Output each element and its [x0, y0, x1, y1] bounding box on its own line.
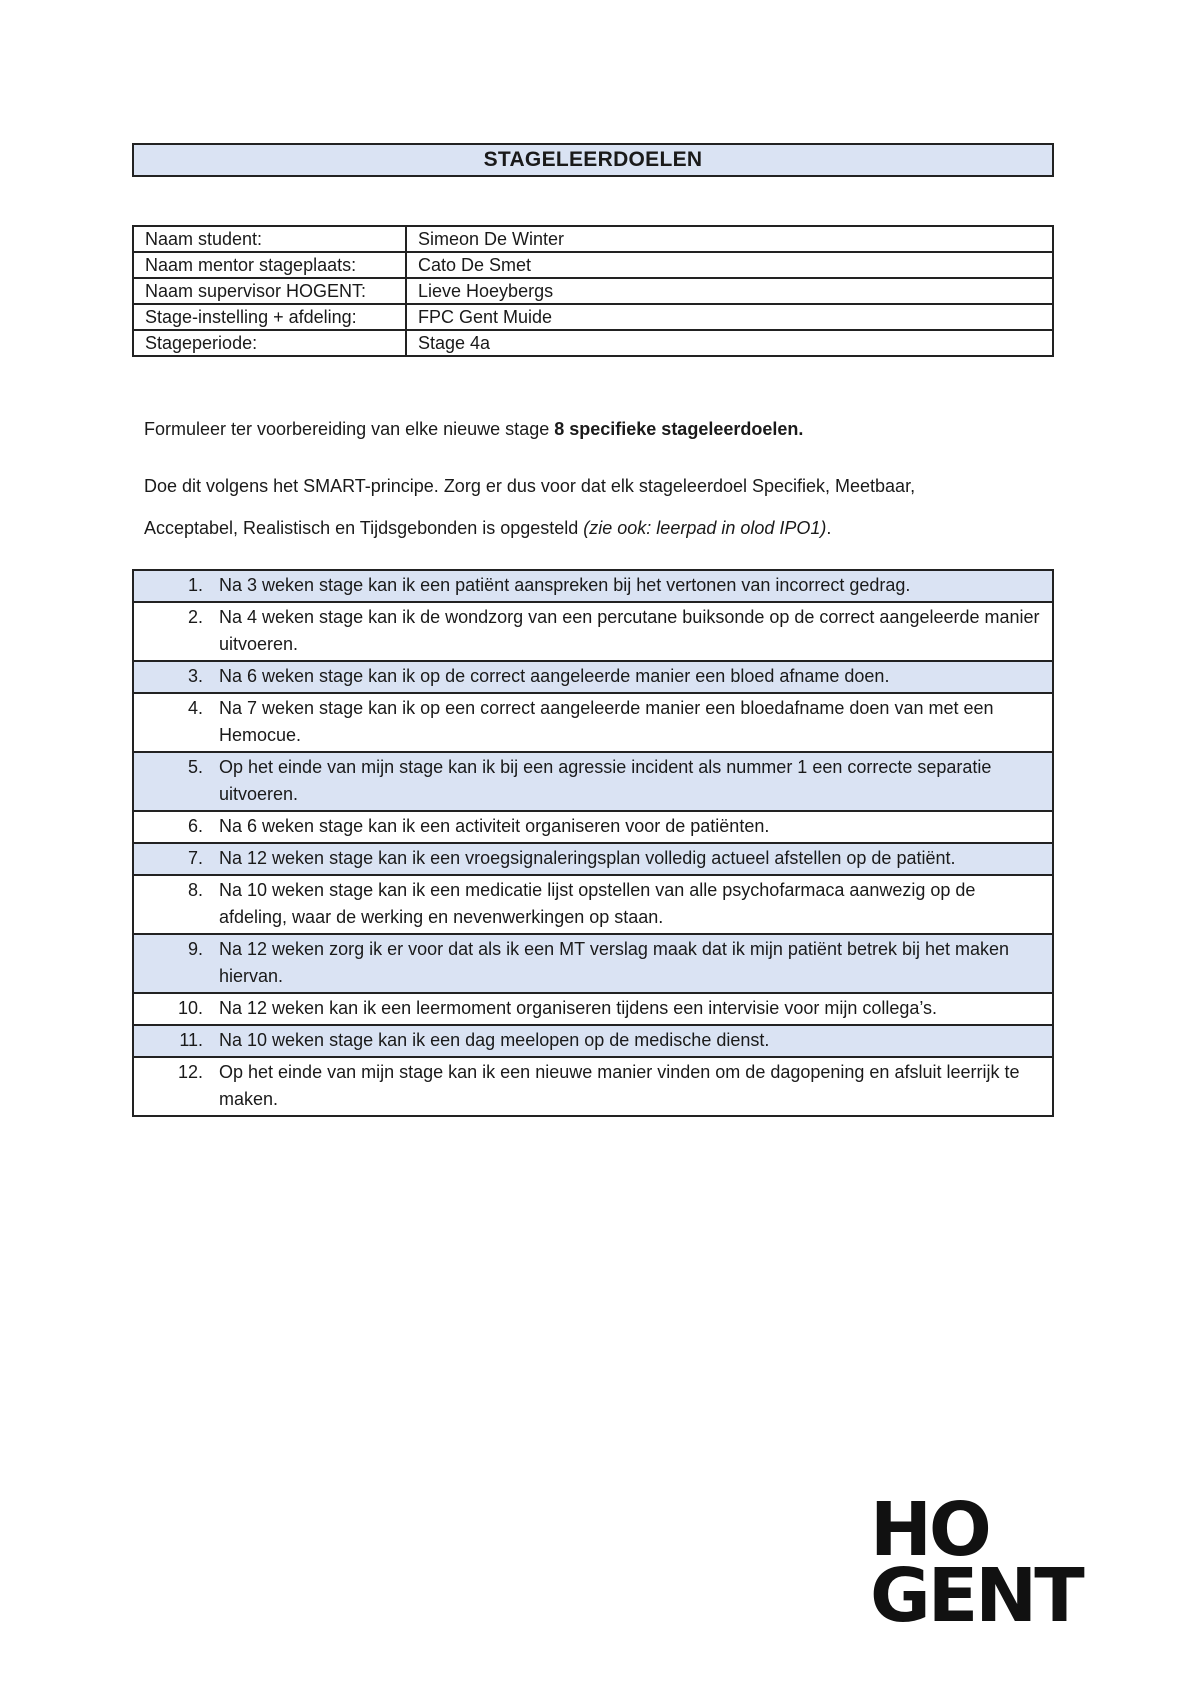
info-value: Simeon De Winter [406, 226, 1053, 252]
goal-text: Op het einde van mijn stage kan ik een nieuwe manier vinden om de dagopening en afsluit leerrijk te maken. [219, 1062, 1020, 1109]
goal-text: Na 4 weken stage kan ik de wondzorg van een percutane buiksonde op de correct aangeleerde manier uitvoeren. [219, 607, 1040, 654]
goal-row [133, 661, 1053, 693]
goal-row [133, 993, 1053, 1025]
goal-row [133, 875, 1053, 934]
goal-number: 8. [187, 880, 203, 900]
info-value: Stage 4a [406, 330, 1053, 356]
goal-text: Na 3 weken stage kan ik een patiënt aanspreken bij het vertonen van incorrect gedrag. [219, 575, 911, 595]
intro-line-1 [144, 417, 803, 441]
goal-cell [133, 993, 1053, 1025]
intro-line-1-bold: 8 specifieke stageleerdoelen. [554, 419, 804, 439]
goal-row [133, 1057, 1053, 1116]
goal-text: Na 7 weken stage kan ik op een correct aangeleerde manier een bloedafname doen van met een Hemocue. [219, 698, 994, 745]
goal-number: 5. [187, 757, 203, 777]
goal-text: Na 6 weken stage kan ik een activiteit organiseren voor de patiënten. [219, 816, 770, 836]
goal-number: 7. [187, 848, 203, 868]
goal-number: 10. [177, 998, 203, 1018]
goal-text: Op het einde van mijn stage kan ik bij een agressie incident als nummer 1 een correcte separatie uitvoeren. [219, 757, 992, 804]
info-row [133, 330, 1053, 356]
goal-number: 4. [187, 698, 203, 718]
goal-number: 12. [177, 1062, 203, 1082]
goal-number: 6. [187, 816, 203, 836]
goal-cell [133, 1025, 1053, 1057]
info-label: Stageperiode: [133, 330, 406, 356]
info-row [133, 226, 1053, 252]
goal-row [133, 934, 1053, 993]
intro-line-3-text: Acceptabel, Realistisch en Tijdsgebonden is opgesteld [144, 518, 584, 538]
goal-cell [133, 602, 1053, 661]
goal-cell [133, 875, 1053, 934]
goal-cell [133, 661, 1053, 693]
goal-text: Na 10 weken stage kan ik een medicatie lijst opstellen van alle psychofarmaca aanwezig op de afdeling, waar de werking en nevenwerkingen op staan. [219, 880, 976, 927]
goal-number: 11. [179, 1030, 203, 1050]
info-label: Naam mentor stageplaats: [133, 252, 406, 278]
logo-line-1: HO [870, 1487, 989, 1573]
info-value: Lieve Hoeybergs [406, 278, 1053, 304]
goal-row [133, 752, 1053, 811]
intro-line-3 [144, 516, 831, 540]
intro-line-3-italic: (zie ook: leerpad in olod IPO1) [583, 518, 827, 538]
goal-cell [133, 570, 1053, 602]
goal-number: 9. [187, 939, 203, 959]
goals-table [132, 569, 1054, 1117]
student-info-table [132, 225, 1054, 357]
info-row [133, 278, 1053, 304]
goal-number: 1. [187, 575, 203, 595]
goal-cell [133, 752, 1053, 811]
intro-line-3-end: . [826, 518, 832, 538]
page-title: STAGELEERDOELEN [132, 143, 1054, 177]
info-label: Naam supervisor HOGENT: [133, 278, 406, 304]
info-label: Naam student: [133, 226, 406, 252]
goal-cell [133, 693, 1053, 752]
goal-cell [133, 811, 1053, 843]
goal-text: Na 12 weken kan ik een leermoment organiseren tijdens een intervisie voor mijn collega’s. [219, 998, 938, 1018]
goal-number: 3. [187, 666, 203, 686]
goal-cell [133, 1057, 1053, 1116]
goal-row [133, 811, 1053, 843]
goal-text: Na 6 weken stage kan ik op de correct aangeleerde manier een bloed afname doen. [219, 666, 890, 686]
goal-cell [133, 934, 1053, 993]
goal-number: 2. [187, 607, 203, 627]
goal-text: Na 12 weken stage kan ik een vroegsignaleringsplan volledig actueel afstellen op de patiënt. [219, 848, 956, 868]
info-row [133, 304, 1053, 330]
goal-cell [133, 843, 1053, 875]
goal-row [133, 570, 1053, 602]
goal-text: Na 10 weken stage kan ik een dag meelopen op de medische dienst. [219, 1030, 770, 1050]
info-label: Stage-instelling + afdeling: [133, 304, 406, 330]
goal-row [133, 693, 1053, 752]
info-value: FPC Gent Muide [406, 304, 1053, 330]
logo-line-2: GENT [870, 1553, 1082, 1639]
intro-line-1-text: Formuleer ter voorbereiding van elke nieuwe stage [144, 419, 555, 439]
info-value: Cato De Smet [406, 252, 1053, 278]
goal-row [133, 843, 1053, 875]
goal-text: Na 12 weken zorg ik er voor dat als ik een MT verslag maak dat ik mijn patiënt betrek bij het maken hiervan. [219, 939, 1010, 986]
goal-row [133, 1025, 1053, 1057]
hogent-logo [870, 1487, 1082, 1639]
goal-row [133, 602, 1053, 661]
info-row [133, 252, 1053, 278]
intro-line-2: Doe dit volgens het SMART-principe. Zorg er dus voor dat elk stageleerdoel Specifiek, Meetbaar, [144, 476, 916, 496]
